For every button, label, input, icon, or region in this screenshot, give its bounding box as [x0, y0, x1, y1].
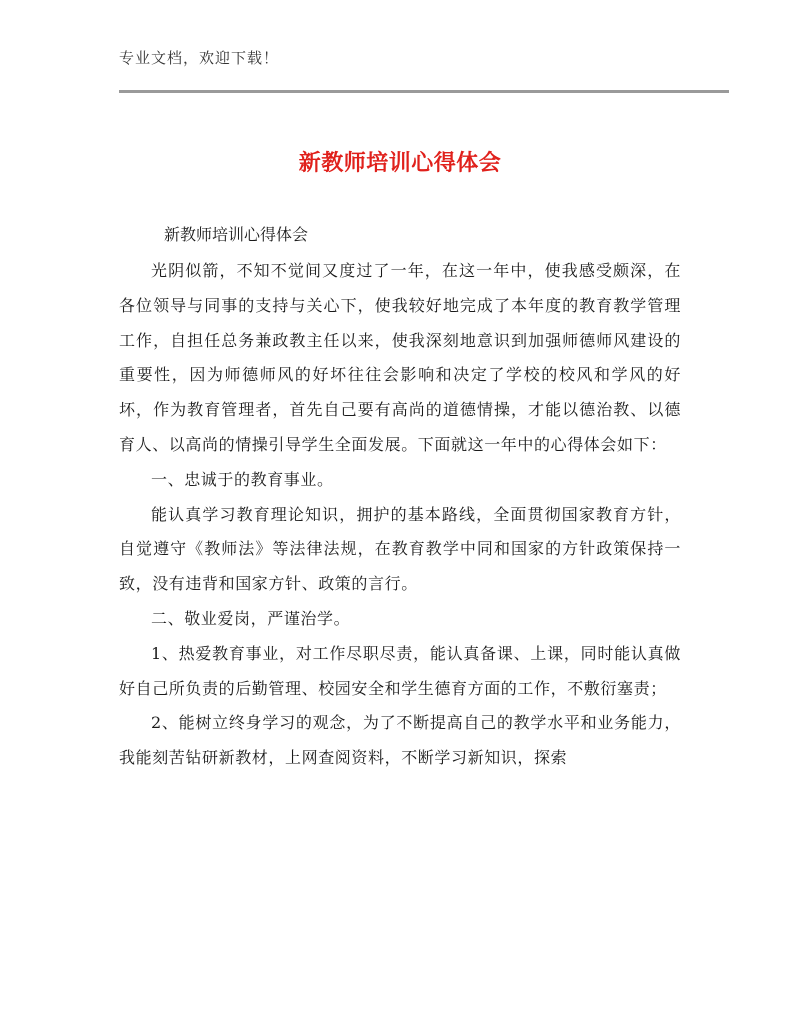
section-heading-1: 一、忠诚于的教育事业。 [151, 469, 334, 489]
document-body [119, 254, 681, 776]
header-note: 专业文档，欢迎下载！ [119, 49, 280, 67]
section-heading-2: 二、敬业爱岗，严谨治学。 [151, 608, 351, 628]
document-title: 新教师培训心得体会 [298, 151, 502, 176]
paragraph-intro: 光阴似箭，不知不觉间又度过了一年，在这一年中，使我感受颇深，在各位领导与同事的支持与关心下，使我较好地完成了本年度的教育教学管理工作，自担任总务兼政教主任以来，使我深刻地意识到加强师德师风建设的重要性，因为师德师风的好坏往往会影响和决定了学校的校风和学风的好坏，作为教育管理者，首先自己要有高尚的道德情操，才能以德治教、以德育人、以高尚的情操引导学生全面发展。下面就这一年中的心得体会如下： [119, 261, 681, 454]
paragraph-loyalty: 能认真学习教育理论知识，拥护的基本路线，全面贯彻国家教育方针，自觉遵守《教师法》等法律法规，在教育教学中同和国家的方针政策保持一致，没有违背和国家方针、政策的言行。 [119, 504, 681, 594]
document-subtitle: 新教师培训心得体会 [164, 225, 309, 244]
header-divider [119, 90, 729, 93]
paragraph-item-1: 1、热爱教育事业，对工作尽职尽责，能认真备课、上课，同时能认真做好自己所负责的后勤管理、校园安全和学生德育方面的工作，不敷衍塞责； [119, 643, 681, 698]
paragraph-item-2: 2、能树立终身学习的观念，为了不断提高自己的教学水平和业务能力，我能刻苦钻研新教材，上网查阅资料，不断学习新知识，探索 [119, 713, 681, 768]
